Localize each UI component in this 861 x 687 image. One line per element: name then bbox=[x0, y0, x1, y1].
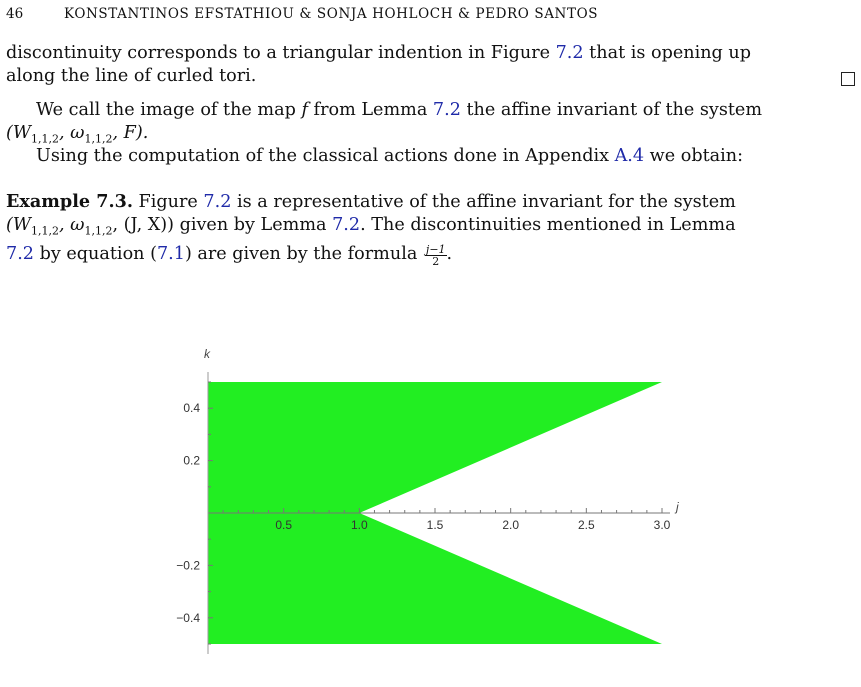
equation-link[interactable]: 7.1 bbox=[156, 243, 185, 264]
math-f: f bbox=[301, 100, 308, 120]
figure-link[interactable]: 7.2 bbox=[555, 43, 584, 63]
y-tick-label: 0.2 bbox=[183, 453, 200, 468]
lemma-link[interactable]: 7.2 bbox=[6, 243, 34, 264]
chart-svg bbox=[150, 338, 710, 668]
fraction-formula: $\frac{j-1}{2}$ bbox=[425, 242, 446, 268]
running-title: KONSTANTINOS EFSTATHIOU & SONJA HOHLOCH & PEDRO SANTOS bbox=[64, 6, 599, 22]
text: . bbox=[446, 243, 453, 264]
page-number: 46 bbox=[6, 6, 24, 22]
paragraph-appendix bbox=[6, 145, 855, 168]
text: by equation ( bbox=[33, 243, 157, 264]
text: . The discontinuities mentioned in Lemma bbox=[360, 215, 736, 235]
y-tick-label: −0.4 bbox=[176, 610, 200, 625]
text: the affine invariant of the system bbox=[460, 100, 763, 120]
qed-box-icon bbox=[841, 72, 855, 86]
text: that is opening up bbox=[583, 43, 751, 63]
text: Using the computation of the classical actions done in Appendix bbox=[36, 146, 615, 166]
x-tick-label: 3.0 bbox=[653, 518, 671, 532]
x-tick-label: 1.5 bbox=[426, 518, 444, 532]
text: from Lemma bbox=[307, 100, 433, 120]
lemma-link[interactable]: 7.2 bbox=[332, 215, 361, 235]
text: we obtain: bbox=[644, 146, 744, 166]
paragraph-proof-end bbox=[6, 42, 855, 88]
paragraph-affine-invariant bbox=[6, 99, 855, 151]
text: along the line of curled tori. bbox=[6, 66, 257, 86]
math-tuple: ($W_{1,1,2}$, $\omega_{1,1,2}$ bbox=[6, 215, 113, 238]
text: discontinuity corresponds to a triangular indention in Figure bbox=[6, 43, 556, 63]
y-axis-label: k bbox=[204, 347, 210, 361]
y-tick-label: 0.4 bbox=[183, 401, 200, 416]
appendix-link[interactable]: A.4 bbox=[614, 146, 645, 166]
figure-affine-invariant bbox=[150, 338, 710, 668]
x-tick-label: 1.0 bbox=[350, 518, 368, 532]
figure-link[interactable]: 7.2 bbox=[203, 192, 232, 212]
x-axis-label: j bbox=[676, 500, 679, 514]
x-tick-label: 0.5 bbox=[275, 518, 293, 532]
x-tick-label: 2.5 bbox=[577, 518, 595, 532]
text: ) are given by the formula bbox=[184, 243, 423, 264]
text: is a representative of the affine invariant for the system bbox=[231, 192, 736, 212]
example-7-3 bbox=[6, 190, 855, 267]
lemma-link[interactable]: 7.2 bbox=[432, 100, 461, 120]
y-tick-label: −0.2 bbox=[176, 558, 200, 573]
example-label: Example 7.3. bbox=[6, 191, 133, 212]
text: We call the image of the map bbox=[36, 100, 302, 120]
text: , (J, X)) given by Lemma bbox=[112, 215, 333, 235]
math-tuple: ($W_{1,1,2}$, $\omega_{1,1,2}$, F). bbox=[6, 123, 149, 146]
text: Figure bbox=[132, 192, 204, 212]
x-tick-label: 2.0 bbox=[502, 518, 520, 532]
